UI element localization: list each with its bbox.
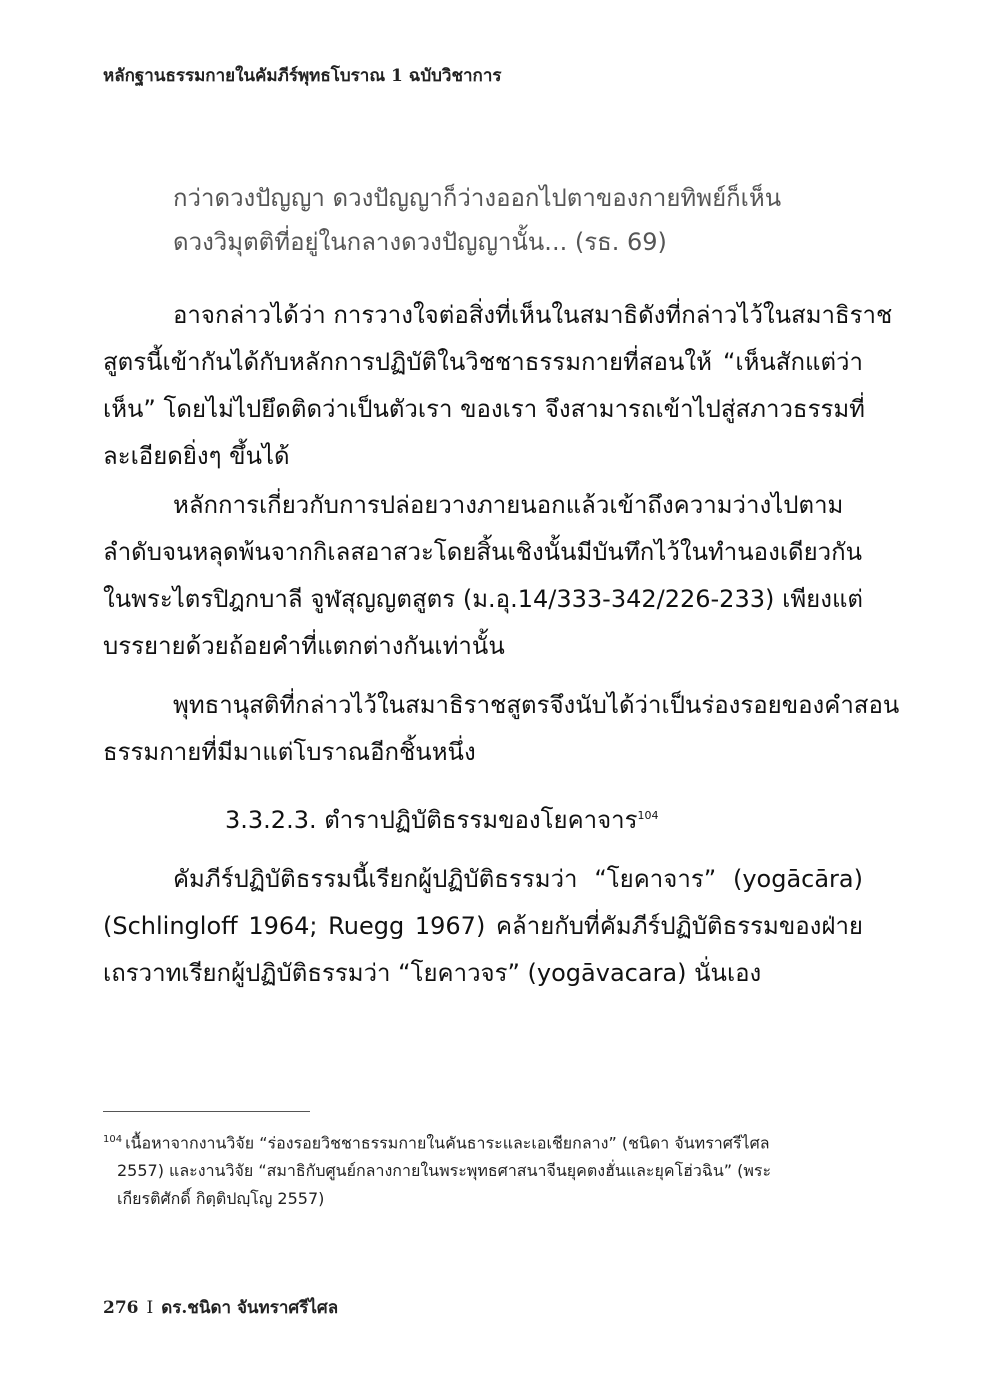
quote-line: ดวงวิมุตติที่อยู่ในกลางดวงปัญญานั้น... (รธ. 69)	[173, 228, 667, 256]
paragraph-line: อาจกล่าวได้ว่า การวางใจต่อสิ่งที่เห็นในสมาธิดังที่กล่าวไว้ในสมาธิราช	[173, 301, 893, 329]
section-heading-text: 3.3.2.3. ตำราปฏิบัติธรรมของโยคาจาร	[225, 806, 638, 834]
section-heading	[225, 796, 659, 840]
block-quote	[173, 176, 873, 264]
running-header: หลักฐานธรรมกายในคัมภีร์พุทธโบราณ 1 ฉบับวิชาการ	[103, 66, 502, 86]
paragraph-4	[103, 856, 863, 997]
footnote-line: 2557) และงานวิจัย “สมาธิกับศูนย์กลางกายในพระพุทธศาสนาจีนยุคตงฮั่นและยุคโฮ่วฉิน” (พระ	[117, 1161, 772, 1181]
paragraph-line: เถรวาทเรียกผู้ปฏิบัติธรรมว่า “โยคาวจร” (yogāvacara) นั่นเอง	[103, 959, 762, 987]
footnote-text: เนื้อหาจากงานวิจัย “ร่องรอยวิชชาธรรมกายในคันธาระและเอเชียกลาง” (ชนิดา จันทราศรีไศล	[125, 1133, 770, 1153]
paragraph-line: คัมภีร์ปฏิบัติธรรมนี้เรียกผู้ปฏิบัติธรรมว่า “โยคาจาร” (yogācāra)	[173, 865, 863, 893]
paragraph-line: ละเอียดยิ่งๆ ขึ้นได้	[103, 442, 290, 470]
paragraph-2	[103, 482, 863, 670]
page-number: 276	[103, 1298, 139, 1318]
footer-separator: I	[146, 1298, 154, 1318]
footnote-line: เกียรติศักดิ์ กิตฺติปญฺโญ 2557)	[117, 1189, 325, 1209]
paragraph-line: ธรรมกายที่มีมาแต่โบราณอีกชิ้นหนึ่ง	[103, 738, 476, 766]
paragraph-line: พุทธานุสติที่กล่าวไว้ในสมาธิราชสูตรจึงนับได้ว่าเป็นร่องรอยของคำสอน	[173, 691, 900, 719]
paragraph-1	[103, 292, 893, 480]
paragraph-line: เห็น” โดยไม่ไปยึดติดว่าเป็นตัวเรา ของเรา จึงสามารถเข้าไปสู่สภาวธรรมที่	[103, 395, 865, 423]
footnote-divider	[103, 1111, 310, 1112]
footnote-reference[interactable]: 104	[637, 809, 659, 822]
paragraph-line: ในพระไตรปิฎกบาลี จูฬสุญญตสูตร (ม.อุ.14/333-342/226-233) เพียงแต่	[103, 585, 863, 613]
footnote-number: 104	[103, 1134, 123, 1145]
paragraph-3	[103, 682, 900, 776]
footnote-line	[103, 1126, 873, 1157]
paragraph-line: ลำดับจนหลุดพ้นจากกิเลสอาสวะโดยสิ้นเชิงนั้นมีบันทึกไว้ในทำนองเดียวกัน	[103, 538, 863, 566]
paragraph-line: สูตรนี้เข้ากันได้กับหลักการปฏิบัติในวิชชาธรรมกายที่สอนให้ “เห็นสักแต่ว่า	[103, 348, 863, 376]
paragraph-line: (Schlingloff 1964; Ruegg 1967) คล้ายกับที่คัมภีร์ปฏิบัติธรรมของฝ่าย	[103, 912, 863, 940]
footer-author: ดร.ชนิดา จันทราศรีไศล	[161, 1298, 339, 1318]
footnote	[103, 1126, 873, 1213]
page-footer	[103, 1294, 338, 1321]
paragraph-line: บรรยายด้วยถ้อยคำที่แตกต่างกันเท่านั้น	[103, 632, 505, 660]
quote-line: กว่าดวงปัญญา ดวงปัญญาก็ว่างออกไปตาของกายทิพย์ก็เห็น	[173, 184, 782, 212]
paragraph-line: หลักการเกี่ยวกับการปล่อยวางภายนอกแล้วเข้าถึงความว่างไปตาม	[173, 491, 844, 519]
